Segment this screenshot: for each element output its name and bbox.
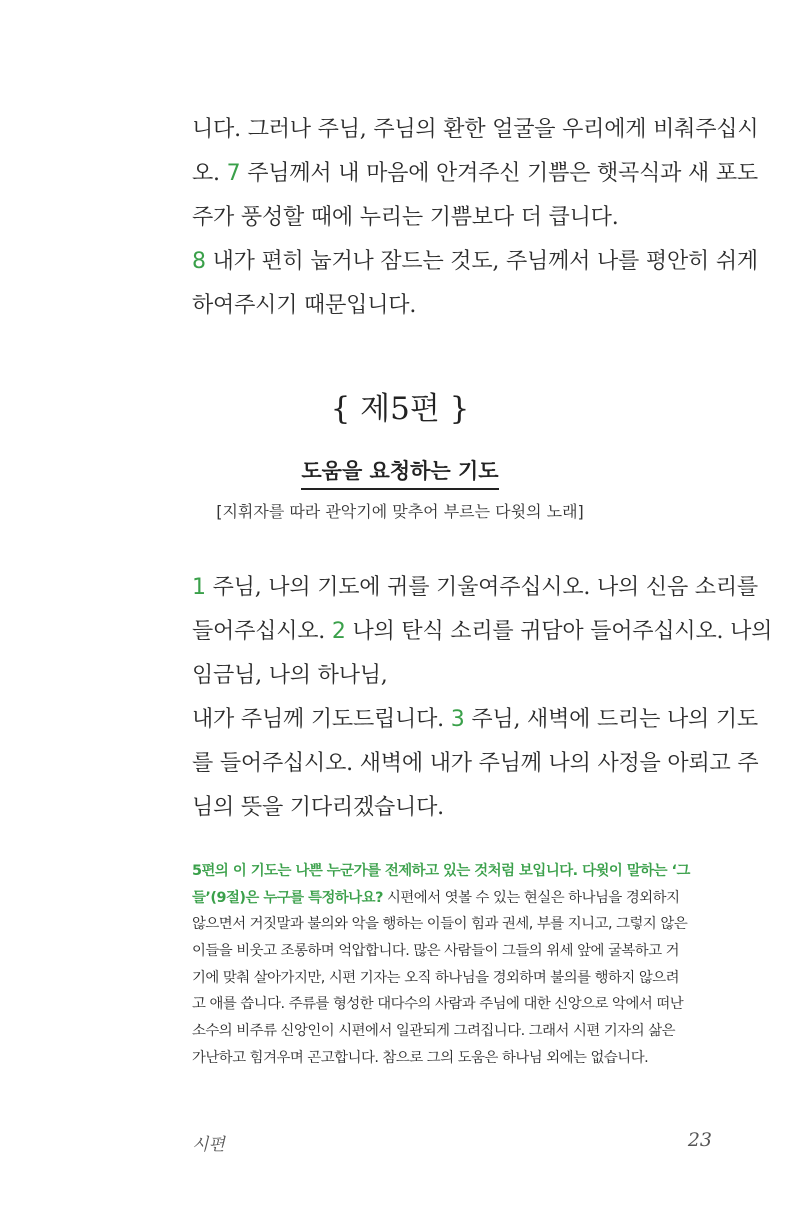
commentary-question: 5편의 이 기도는 나쁜 누군가를 전제하고 있는 것처럼 보입니다. 다윗이 말하는 ‘그 [192,863,690,879]
verse-number: 1 [192,575,206,600]
commentary-line: 들’(9절)은 누구를 특정하나요? 시편에서 엿볼 수 있는 현실은 하나님을 경외하지 [192,889,680,906]
commentary-question: 들’(9절)은 누구를 특정하나요? [192,889,383,906]
passage-line: 8 내가 편히 눕거나 잠드는 것도, 주님께서 나를 평안히 쉬게 [192,249,758,274]
commentary-line [192,858,712,885]
passage-line: 임금님, 나의 하나님, [192,663,388,688]
commentary-line: 소수의 비주류 신앙인이 시편에서 일관되게 그려집니다. 그래서 시편 기자의 삶은 [192,1023,675,1040]
main-passage [192,566,773,830]
passage-line: 들어주십시오. 2 나의 탄식 소리를 귀담아 들어주십시오. 나의 [192,619,773,644]
commentary-box [192,858,712,1072]
top-passage [192,108,759,328]
psalm-title [0,457,800,490]
psalm-subtitle: [지휘자를 따라 관악기에 맞추어 부르는 다윗의 노래] [216,502,584,521]
commentary-line: 이들을 비웃고 조롱하며 억압합니다. 많은 사람들이 그들의 위세 앞에 굴복하고 거 [192,943,680,960]
commentary-line: 고 애를 씁니다. 주류를 형성한 대다수의 사람과 주님에 대한 신앙으로 악에서 떠난 [192,996,684,1013]
commentary-line: 가난하고 힘겨우며 곤고합니다. 참으로 그의 도움은 하나님 외에는 없습니다. [192,1049,649,1066]
commentary-line: 기에 맞춰 살아가지만, 시편 기자는 오직 하나님을 경외하며 불의를 행하지 않으려 [192,969,680,986]
running-footer-title: 시편 [192,1135,225,1155]
verse-number: 8 [192,249,206,274]
passage-line: 하여주시기 때문입니다. [192,293,417,318]
verse-number: 3 [450,707,465,732]
passage-line: 내가 주님께 기도드립니다. 3 주님, 새벽에 드리는 나의 기도 [192,707,758,732]
page-number: 23 [687,1129,712,1151]
verse-number: 7 [226,161,241,186]
passage-line: 1 주님, 나의 기도에 귀를 기울여주십시오. 나의 신음 소리를 [192,575,758,600]
passage-line: 주가 풍성할 때에 누리는 기쁨보다 더 큽니다. [192,205,619,230]
passage-line: 니다. 그러나 주님, 주님의 환한 얼굴을 우리에게 비춰주십시 [192,117,759,142]
verse-number: 2 [331,619,346,644]
passage-line: 를 들어주십시오. 새벽에 내가 주님께 나의 사정을 아뢰고 주 [192,751,759,776]
passage-line: 님의 뜻을 기다리겠습니다. [192,795,444,820]
commentary-line: 않으면서 거짓말과 불의와 악을 행하는 이들이 힘과 권세, 부를 지니고, 그렇지 않은 [192,916,688,933]
passage-line: 오. 7 주님께서 내 마음에 안겨주신 기쁨은 햇곡식과 새 포도 [192,161,758,186]
psalm-title-text: 도움을 요청하는 기도 [301,457,498,490]
psalm-number-heading: { 제5편 } [330,391,470,427]
